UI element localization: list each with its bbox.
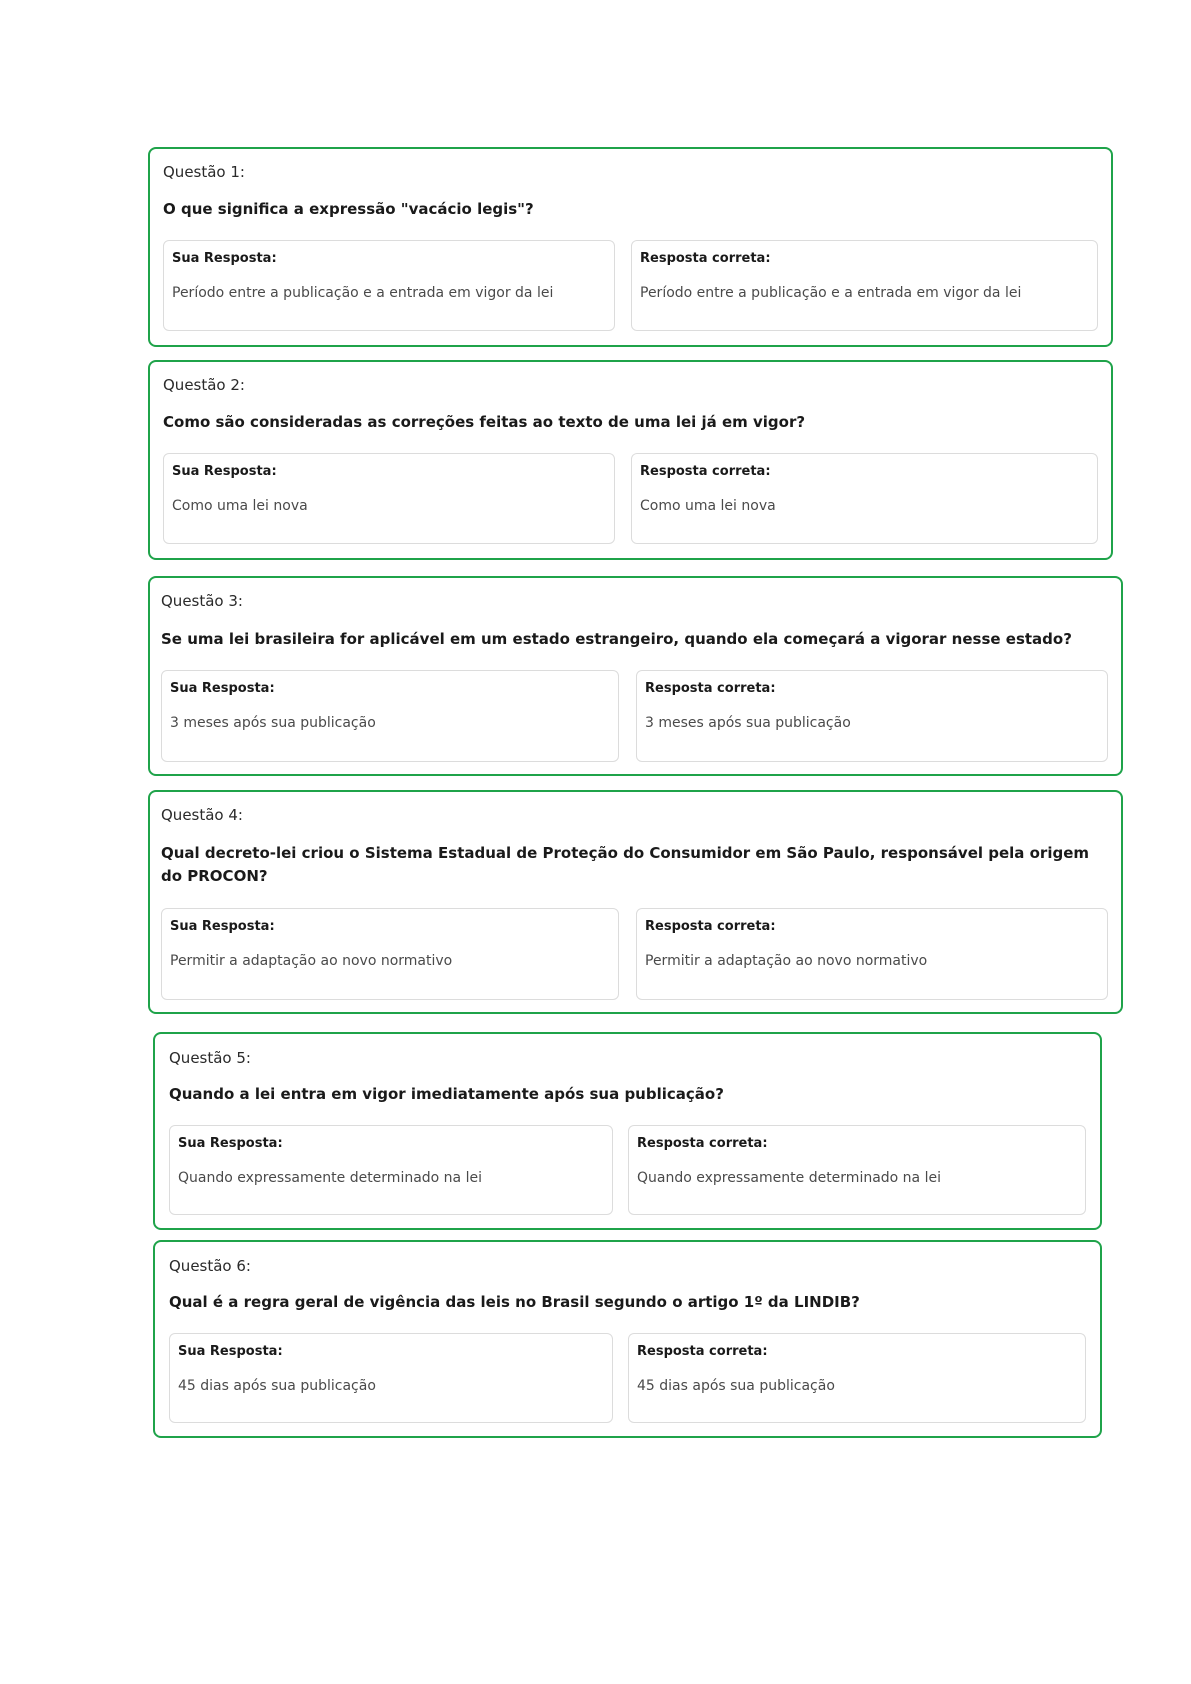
correct-answer-box [636,908,1108,1000]
question-label: Questão 5: [169,1049,251,1067]
correct-answer-value: 45 dias após sua publicação [637,1378,835,1394]
question-text: Quando a lei entra em vigor imediatamente após sua publicação? [169,1085,724,1103]
your-answer-value: 45 dias após sua publicação [178,1378,376,1394]
your-answer-box [163,453,615,544]
correct-answer-label: Resposta correta: [645,681,776,696]
question-card-1 [148,147,1113,347]
your-answer-box [169,1333,613,1423]
question-text: Qual é a regra geral de vigência das leis no Brasil segundo o artigo 1º da LINDIB? [169,1293,860,1311]
your-answer-value: 3 meses após sua publicação [170,715,376,731]
correct-answer-box [628,1333,1086,1423]
correct-answer-value: 3 meses após sua publicação [645,715,851,731]
question-label: Questão 6: [169,1257,251,1275]
correct-answer-box [631,240,1098,331]
your-answer-label: Sua Resposta: [172,464,277,479]
correct-answer-box [636,670,1108,762]
your-answer-box [161,908,619,1000]
your-answer-label: Sua Resposta: [170,919,275,934]
your-answer-label: Sua Resposta: [178,1344,283,1359]
question-text: Como são consideradas as correções feitas ao texto de uma lei já em vigor? [163,413,806,431]
your-answer-value: Período entre a publicação e a entrada em vigor da lei [172,285,554,301]
correct-answer-label: Resposta correta: [640,464,771,479]
question-card-6 [153,1240,1102,1438]
question-card-4 [148,790,1123,1014]
question-label: Questão 3: [161,592,243,610]
your-answer-label: Sua Resposta: [178,1136,283,1151]
question-label: Questão 2: [163,376,245,394]
correct-answer-label: Resposta correta: [637,1344,768,1359]
correct-answer-label: Resposta correta: [645,919,776,934]
your-answer-value: Permitir a adaptação ao novo normativo [170,953,453,969]
question-card-2 [148,360,1113,560]
correct-answer-value: Permitir a adaptação ao novo normativo [645,953,928,969]
correct-answer-box [631,453,1098,544]
correct-answer-box [628,1125,1086,1215]
your-answer-box [161,670,619,762]
question-card-5 [153,1032,1102,1230]
question-label: Questão 4: [161,806,243,824]
your-answer-box [169,1125,613,1215]
your-answer-value: Como uma lei nova [172,498,308,514]
question-label: Questão 1: [163,163,245,181]
correct-answer-label: Resposta correta: [637,1136,768,1151]
question-text: Se uma lei brasileira for aplicável em um estado estrangeiro, quando ela começará a vigorar nesse estado? [161,630,1072,648]
question-card-3 [148,576,1123,776]
your-answer-box [163,240,615,331]
correct-answer-label: Resposta correta: [640,251,771,266]
question-text: O que significa a expressão "vacácio legis"? [163,200,534,218]
question-text: Qual decreto-lei criou o Sistema Estadual de Proteção do Consumidor em São Paulo, responsável pela origem do PROCON? [161,844,1090,885]
your-answer-label: Sua Resposta: [172,251,277,266]
correct-answer-value: Quando expressamente determinado na lei [637,1170,941,1186]
your-answer-value: Quando expressamente determinado na lei [178,1170,482,1186]
correct-answer-value: Como uma lei nova [640,498,776,514]
correct-answer-value: Período entre a publicação e a entrada em vigor da lei [640,285,1022,301]
your-answer-label: Sua Resposta: [170,681,275,696]
